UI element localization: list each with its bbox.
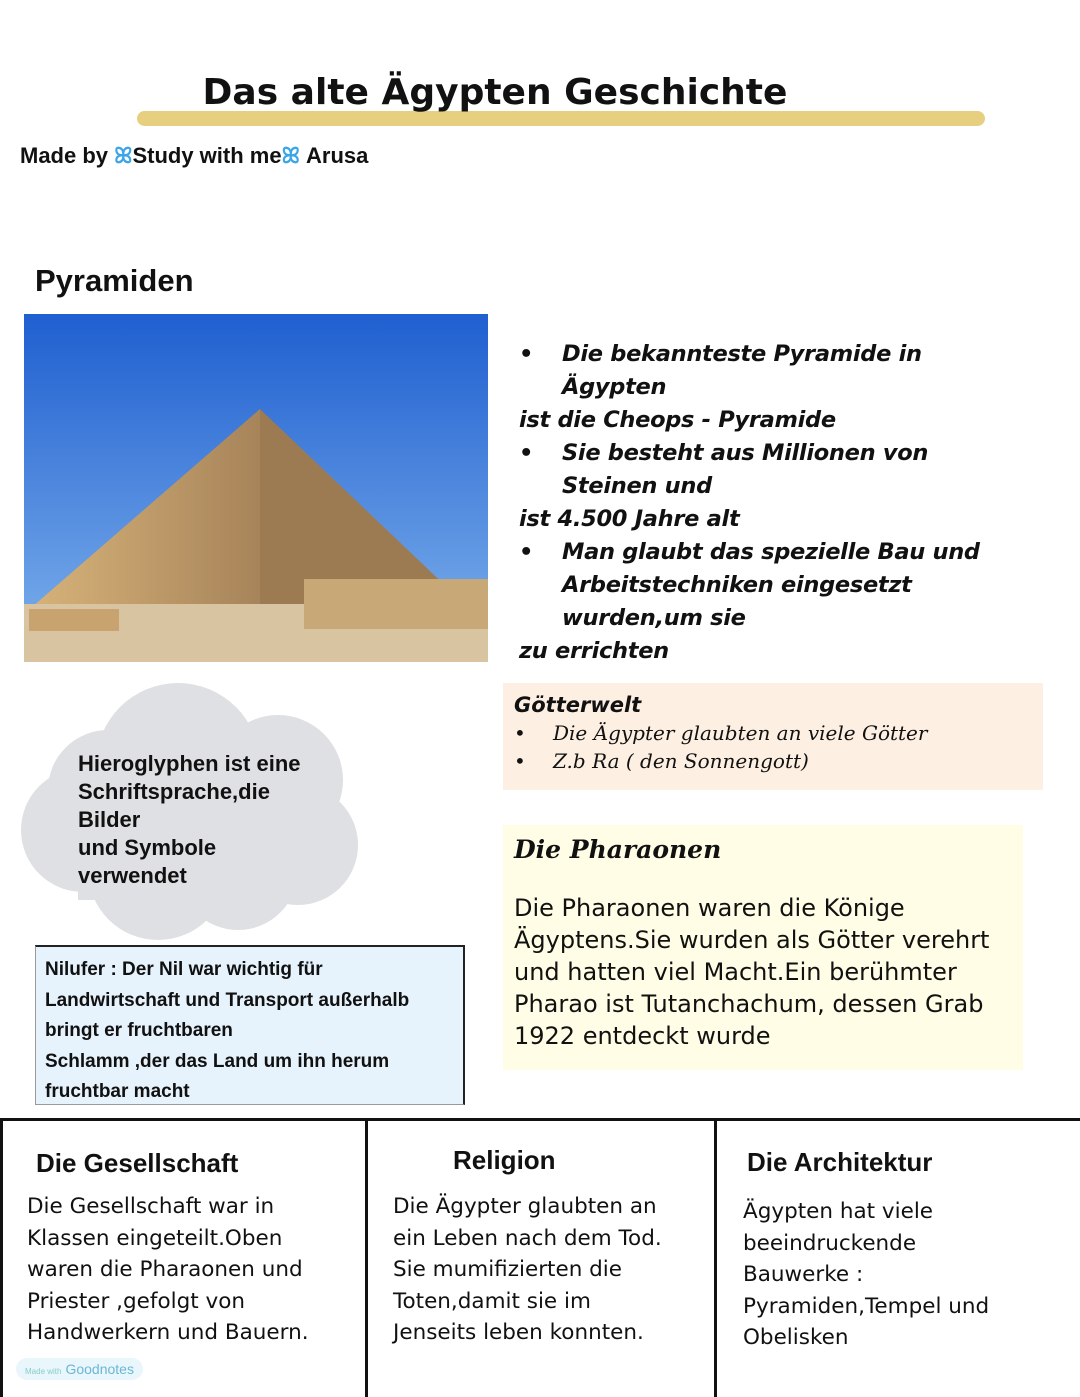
bullet-item: • Sie besteht aus Millionen von Steinen und xyxy=(519,437,989,503)
column-heading: Religion xyxy=(453,1145,556,1175)
divider xyxy=(365,1120,368,1397)
column-heading: Die Gesellschaft xyxy=(36,1148,239,1178)
text-line: Landwirtschaft und Transport außerhalb xyxy=(45,989,410,1011)
text-line: Schlamm ,der das Land um ihn herum xyxy=(45,1050,390,1072)
bullet-continuation: ist 4.500 Jahre alt xyxy=(519,506,740,532)
butterfly-icon: ꕤ xyxy=(281,143,300,168)
pharaonen-heading: Die Pharaonen xyxy=(514,835,722,864)
brand: Study with me xyxy=(132,143,282,168)
bullet-continuation: ist die Cheops - Pyramide xyxy=(519,407,836,433)
pyramiden-bullets xyxy=(519,338,1029,668)
goodnotes-watermark xyxy=(16,1358,143,1380)
goetterwelt-heading: Götterwelt xyxy=(514,693,642,717)
religion-column xyxy=(393,1145,703,1349)
bullet-continuation: zu errichten xyxy=(519,638,669,664)
list-item: • Z.b Ra ( den Sonnengott) xyxy=(514,747,1032,775)
divider xyxy=(714,1120,717,1397)
author-name: Arusa xyxy=(299,143,369,168)
author-line xyxy=(20,143,368,169)
divider xyxy=(0,1120,3,1397)
gesellschaft-column xyxy=(27,1148,356,1349)
goetterwelt-box xyxy=(503,683,1043,790)
bullet-item: • Die bekannteste Pyramide in Ägypten xyxy=(519,338,1029,404)
watermark-small: Made with xyxy=(25,1367,62,1376)
butterfly-icon: ꕤ xyxy=(114,143,133,168)
title-highlight xyxy=(137,111,985,126)
page-title: Das alte Ägypten Geschichte xyxy=(202,72,788,113)
column-heading: Die Architektur xyxy=(747,1147,933,1177)
text-line: Nilufer : Der Nil war wichtig für xyxy=(45,959,323,980)
pharaonen-box xyxy=(503,825,1023,1070)
nilufer-box xyxy=(35,945,465,1105)
pyramiden-heading: Pyramiden xyxy=(35,263,194,298)
text-line: fruchtbar macht xyxy=(45,1081,190,1102)
column-text: Die Gesellschaft war in Klassen eingeteilt.Oben waren die Pharaonen und Priester ,gefolgt von Handwerkern und Bauern. xyxy=(27,1194,309,1346)
text-line: verwendet xyxy=(78,863,187,888)
column-text: Die Ägypter glaubten an ein Leben nach dem Tod. Sie mumifizierten die Toten,damit sie im Jenseits leben konnten. xyxy=(393,1194,662,1346)
text-line: bringt er fruchtbaren xyxy=(45,1020,233,1041)
hieroglyphen-text xyxy=(78,750,301,890)
text-line: Hieroglyphen ist eine xyxy=(78,751,301,776)
made-by-prefix: Made by xyxy=(20,143,115,168)
watermark-brand: Goodnotes xyxy=(65,1361,134,1377)
bullet-item: • Man glaubt das spezielle Bau und Arbeitstechniken eingesetzt wurden,um sie xyxy=(519,536,1029,635)
column-text: Ägypten hat viele beeindruckende Bauwerke : Pyramiden,Tempel und Obelisken xyxy=(743,1199,990,1351)
pharaonen-text: Die Pharaonen waren die Könige Ägyptens.Sie wurden als Götter verehrt und hatten viel Macht.Ein berühmter Pharao ist Tutanchachum, dessen Grab 1922 entdeckt wurde xyxy=(514,894,990,1050)
text-line: Bilder xyxy=(78,807,141,832)
pyramid-photo xyxy=(24,314,488,662)
text-line: und Symbole xyxy=(78,835,217,860)
text-line: Schriftsprache,die xyxy=(78,779,270,804)
architektur-column xyxy=(743,1147,1047,1354)
divider xyxy=(0,1118,1080,1121)
list-item: • Die Ägypter glaubten an viele Götter xyxy=(514,719,1032,747)
